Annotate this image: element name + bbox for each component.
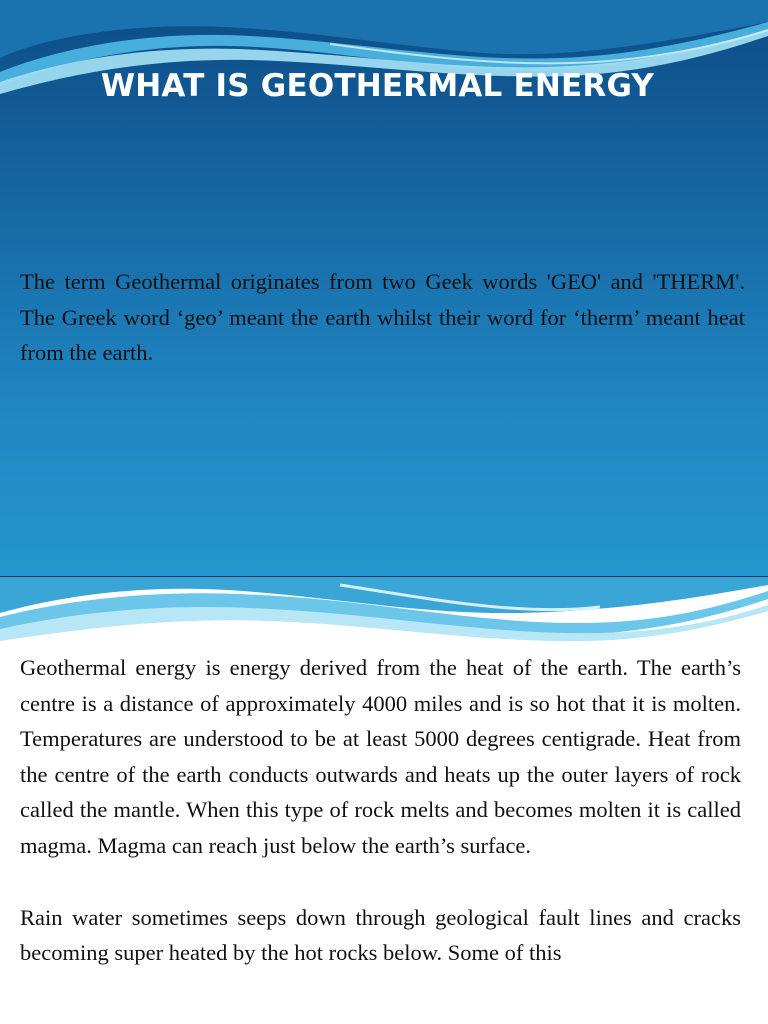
slide-2 xyxy=(0,577,768,1024)
slide-2-body-text xyxy=(20,650,741,1007)
slide-title: WHAT IS GEOTHERMAL ENERGY xyxy=(100,68,655,104)
slide-1-body-text: The term Geothermal originates from two Geek words 'GEO' and 'THERM'. The Greek word ‘geo’ meant the earth whilst their word for ‘therm’ meant heat from the earth. xyxy=(20,269,745,365)
paragraph: Rain water sometimes seeps down through geological fault lines and cracks becoming super heated by the hot rocks below. Some of this xyxy=(20,904,741,966)
slide-2-wave-decoration xyxy=(0,577,768,647)
paragraph: Geothermal energy is energy derived from the heat of the earth. The earth’s centre is a distance of approximately 4000 miles and is so hot that it is molten. Temperatures are understood to be at least 5000 degrees centigrade. Heat from the centre of the earth conducts outwards and heats up the outer layers of rock called the mantle. When this type of rock melts and becomes molten it is called magma. Magma can reach just below the earth’s surface. xyxy=(20,655,741,858)
